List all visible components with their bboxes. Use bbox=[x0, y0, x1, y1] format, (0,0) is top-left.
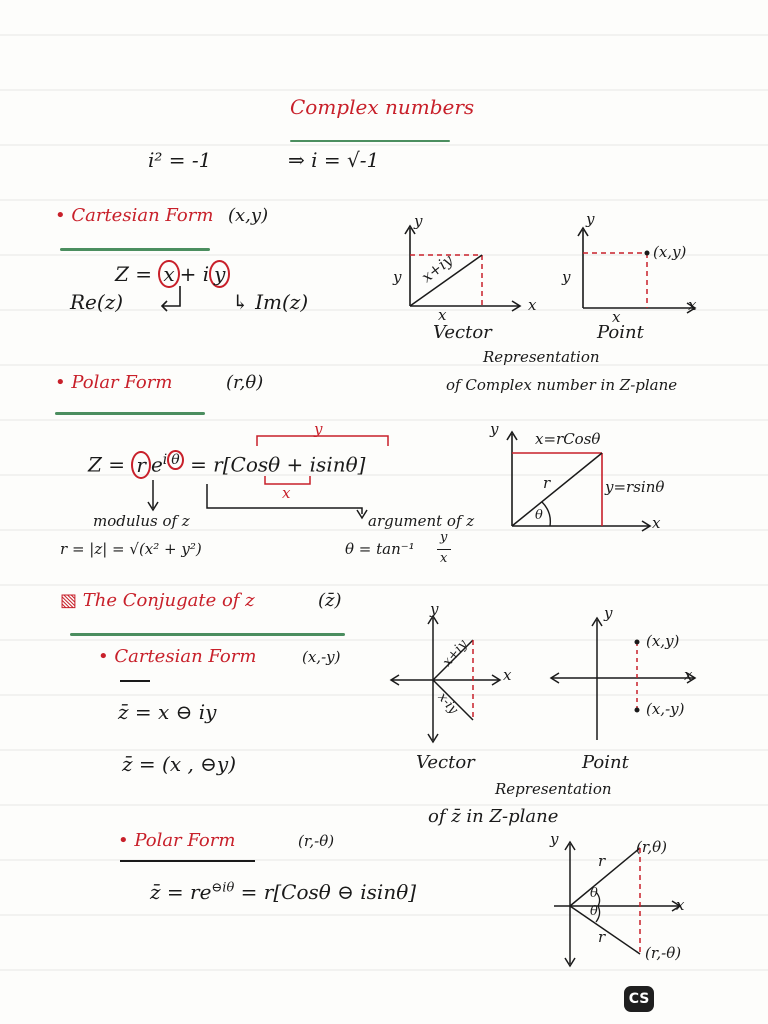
polar-equation: Z = r $e^{i \theta} = r[Cos\theta + isin\theta]$ bbox=[88, 452, 366, 477]
conj-polar-r-upper: r bbox=[598, 852, 606, 870]
conj-cartesian-tuple: (x,-y) bbox=[302, 648, 341, 666]
conj-polar-heading: • Polar Form bbox=[118, 830, 236, 851]
i-sqrt-eq: ⇒ i = √-1 bbox=[288, 148, 380, 172]
polar-fig-top-label: x=rCosθ bbox=[535, 430, 601, 448]
conj-polar-equation: z̄ = $re^{⊖i\theta} = r[Cos\theta$ ⊖ isinθ] bbox=[150, 880, 417, 904]
conj-representation-line1: Representation bbox=[495, 780, 612, 798]
conj-vector-y-axis: y bbox=[430, 600, 439, 618]
cart-point-caption: Point bbox=[597, 322, 644, 343]
conj-polar-theta-upper: θ bbox=[590, 886, 598, 901]
conj-vector-caption: Vector bbox=[416, 752, 475, 773]
polar-over-y: y bbox=[314, 420, 323, 438]
x-circled: x bbox=[158, 260, 179, 288]
conj-point-caption: Point bbox=[582, 752, 629, 773]
conjugate-symbol: (z̄) bbox=[318, 590, 342, 611]
cartesian-tuple: (x,y) bbox=[228, 205, 269, 226]
polar-fig-r-label: r bbox=[543, 474, 551, 492]
conj-representation-line2: of z̄ in Z-plane bbox=[428, 806, 559, 827]
conj-cartesian-heading: • Cartesian Form bbox=[98, 646, 257, 667]
cartesian-vector-figure bbox=[380, 210, 550, 340]
polar-fig-side-label: y=rsinθ bbox=[605, 478, 665, 496]
title-underline bbox=[290, 140, 450, 142]
cart-representation-line1: Representation bbox=[483, 348, 600, 366]
modulus-label: modulus of z bbox=[93, 512, 190, 530]
frac-numerator: y bbox=[440, 530, 448, 545]
cart-vector-caption: Vector bbox=[433, 322, 492, 343]
polar-tuple: (r,θ) bbox=[226, 372, 264, 393]
conj-eq2: z̄ = (x , ⊖y) bbox=[122, 752, 237, 776]
conj-point-up-label: (x,y) bbox=[646, 632, 680, 650]
cart-vector-x-below: x bbox=[438, 306, 447, 324]
cart-representation-line2: of Complex number in Z-plane bbox=[446, 376, 678, 394]
cartesian-heading: • Cartesian Form bbox=[55, 205, 214, 226]
polar-underline bbox=[55, 412, 205, 415]
conj-vector-down-label: x-iy bbox=[434, 690, 461, 718]
conj-polar-tuple: (r,-θ) bbox=[298, 832, 335, 850]
cartesian-underline bbox=[60, 248, 210, 251]
conj-point-y-axis: y bbox=[604, 604, 613, 622]
cart-vector-diag-label: x+iy bbox=[418, 250, 457, 287]
cart-point-y-axis: y bbox=[586, 210, 595, 228]
polar-fig-x-axis: x bbox=[652, 514, 661, 532]
polar-fig-theta-label: θ bbox=[535, 508, 543, 523]
polar-heading: • Polar Form bbox=[55, 372, 173, 393]
cart-vector-y-side: y bbox=[393, 268, 402, 286]
polar-fig-y-axis: y bbox=[490, 420, 499, 438]
i-squared-eq: i² = -1 bbox=[148, 148, 212, 172]
argument-label: argument of z bbox=[368, 512, 475, 530]
conj-cartesian-underline bbox=[120, 680, 150, 682]
y-circled: y bbox=[209, 260, 230, 288]
imag-part-label: ↳ Im(z) bbox=[232, 290, 309, 314]
conj-polar-r-lower: r bbox=[598, 928, 606, 946]
cart-point-x-axis: x bbox=[688, 296, 697, 314]
conj-vector-x-axis: x bbox=[503, 666, 512, 684]
conj-polar-theta-lower: θ bbox=[590, 904, 598, 919]
cart-point-label: (x,y) bbox=[653, 243, 687, 261]
conj-polar-y-axis: y bbox=[550, 830, 559, 848]
cart-vector-y-axis: y bbox=[414, 212, 423, 230]
conjugate-heading: ▧ The Conjugate of z bbox=[60, 590, 255, 611]
camscanner-logo: CS bbox=[624, 986, 654, 1012]
argument-equation: θ = tan⁻¹ bbox=[345, 540, 415, 558]
conj-polar-underline bbox=[120, 860, 255, 862]
conj-polar-top-label: (r,θ) bbox=[636, 838, 668, 856]
conj-point-down-label: (x,-y) bbox=[646, 700, 685, 718]
conj-polar-x-axis: x bbox=[676, 896, 685, 914]
frac-denominator: x bbox=[440, 551, 448, 566]
modulus-equation: r = |z| = √(x² + y²) bbox=[60, 540, 202, 558]
frac-bar bbox=[437, 549, 451, 550]
real-part-label: Re(z) bbox=[70, 290, 124, 314]
cart-point-x-below: x bbox=[612, 308, 621, 326]
cart-point-y-side: y bbox=[562, 268, 571, 286]
conj-point-x-axis: x bbox=[684, 666, 693, 684]
polar-under-x: x bbox=[282, 484, 291, 502]
cart-vector-x-axis: x bbox=[528, 296, 537, 314]
conj-polar-bottom-label: (r,-θ) bbox=[645, 944, 682, 962]
cartesian-point-figure bbox=[555, 210, 725, 340]
page-title: Complex numbers bbox=[290, 95, 475, 119]
re-arrow bbox=[158, 284, 188, 314]
conj-vector-up-label: x+iy bbox=[440, 637, 471, 670]
conj-eq1: z̄ = x ⊖ iy bbox=[118, 700, 217, 724]
conjugate-underline bbox=[70, 633, 345, 636]
conj-point-figure bbox=[545, 600, 705, 750]
cartesian-equation: Z = x + i y bbox=[115, 262, 230, 286]
r-circled: r bbox=[131, 451, 151, 479]
theta-circled: θ bbox=[167, 450, 183, 470]
